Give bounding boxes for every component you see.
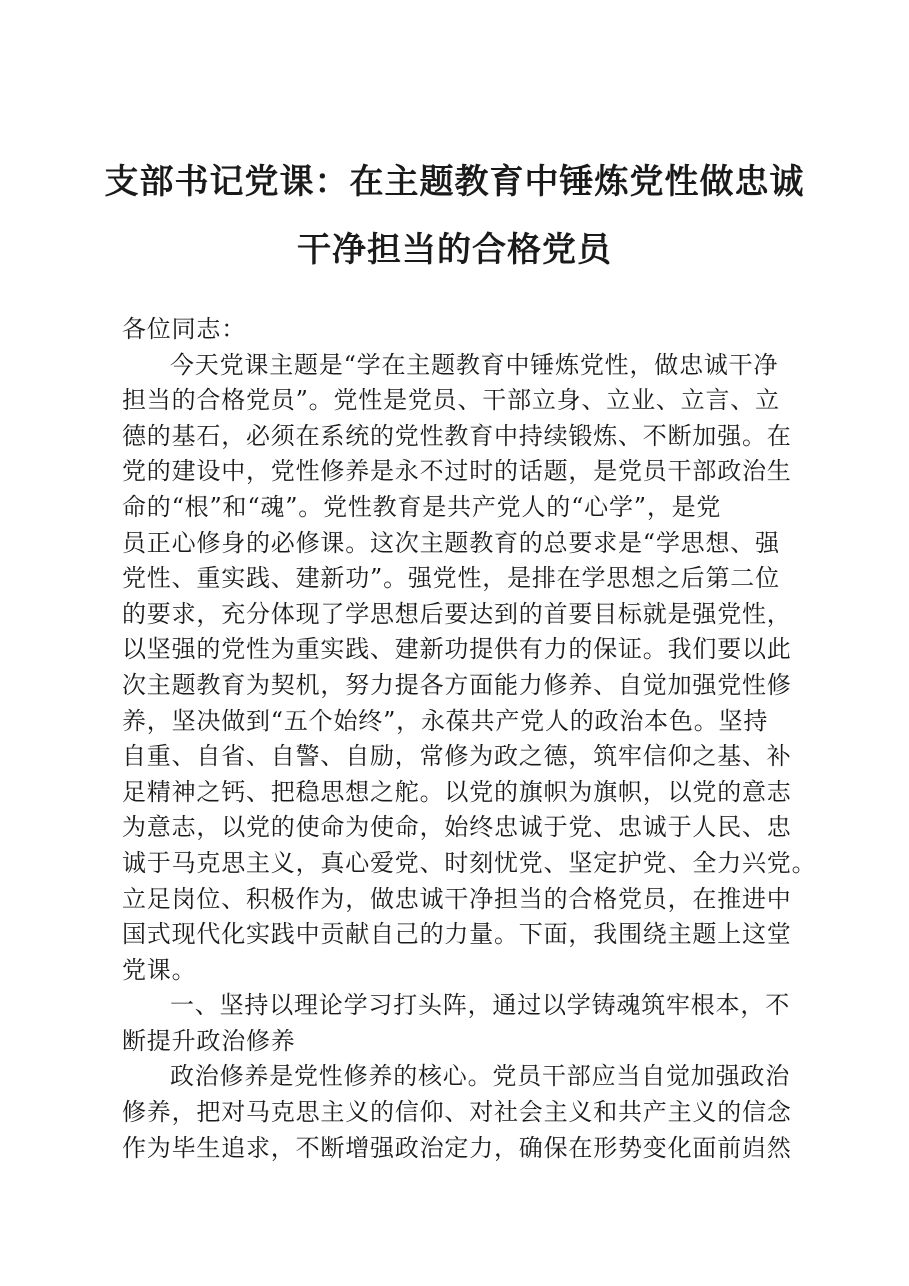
paragraph-line: 立足岗位、积极作为，做忠诚干净担当的合格党员，在推进中 [122,884,792,913]
paragraph-line: 以坚强的党性为重实践、建新功提供有力的保证。我们要以此 [122,635,792,664]
paragraph-line: 自重、自省、自警、自励，常修为政之德，筑牢信仰之基、补 [122,742,792,771]
section-heading-1 [122,988,810,1059]
salutation: 各位同志： [122,315,246,343]
paragraph-line: 今天党课主题是“学在主题教育中锤炼党性，做忠诚干净 [170,350,779,379]
paragraph-political-cultivation [122,1059,810,1166]
paragraph-line: 政治修养是党性修养的核心。党员干部应当自觉加强政治 [170,1062,790,1091]
heading-line: 一、坚持以理论学习打头阵，通过以学铸魂筑牢根本，不 [170,991,790,1020]
paragraph-line: 国式现代化实践中贡献自己的力量。下面，我围绕主题上这堂 [122,920,792,949]
paragraph-line: 养，坚决做到“五个始终”，永葆共产党人的政治本色。坚持 [122,706,769,735]
heading-line: 断提升政治修养 [122,1026,296,1055]
paragraph-line: 德的基石，必须在系统的党性教育中持续锻炼、不断加强。在 [122,421,792,450]
paragraph-line: 为意志，以党的使命为使命，始终忠诚于党、忠诚于人民、忠 [122,813,792,842]
paragraph-line: 党课。 [122,955,197,984]
document-title [80,148,829,284]
paragraph-line: 次主题教育为契机，努力提各方面能力修养、自觉加强党性修 [122,670,792,699]
paragraph-line: 作为毕生追求，不断增强政治定力，确保在形势变化面前岿然 [122,1133,792,1162]
paragraph-line: 担当的合格党员”。党性是党员、干部立身、立业、立言、立 [122,386,780,415]
paragraph-line: 命的“根”和“魂”。党性教育是共产党人的“心学”，是党 [122,492,722,521]
paragraph-line: 党的建设中，党性修养是永不过时的话题，是党员干部政治生 [122,457,792,486]
paragraph-line: 诚于马克思主义，真心爱党、时刻忧党、坚定护党、全力兴党。 [122,848,817,877]
paragraph-line: 的要求，充分体现了学思想后要达到的首要目标就是强党性， [122,599,792,628]
paragraph-intro [122,348,817,989]
paragraph-line: 员正心修身的必修课。这次主题教育的总要求是“学思想、强 [122,528,780,557]
document-body [122,312,817,1166]
paragraph-line: 足精神之钙、把稳思想之舵。以党的旗帜为旗帜，以党的意志 [122,777,792,806]
title-line: 干净担当的合格党员 [297,230,612,270]
paragraph-line: 党性、重实践、建新功”。强党性，是排在学思想之后第二位 [122,564,780,593]
title-line: 支部书记党课：在主题教育中锤炼党性做忠诚 [104,162,805,202]
paragraph-line: 修养，把对马克思主义的信仰、对社会主义和共产主义的信念 [122,1098,792,1127]
